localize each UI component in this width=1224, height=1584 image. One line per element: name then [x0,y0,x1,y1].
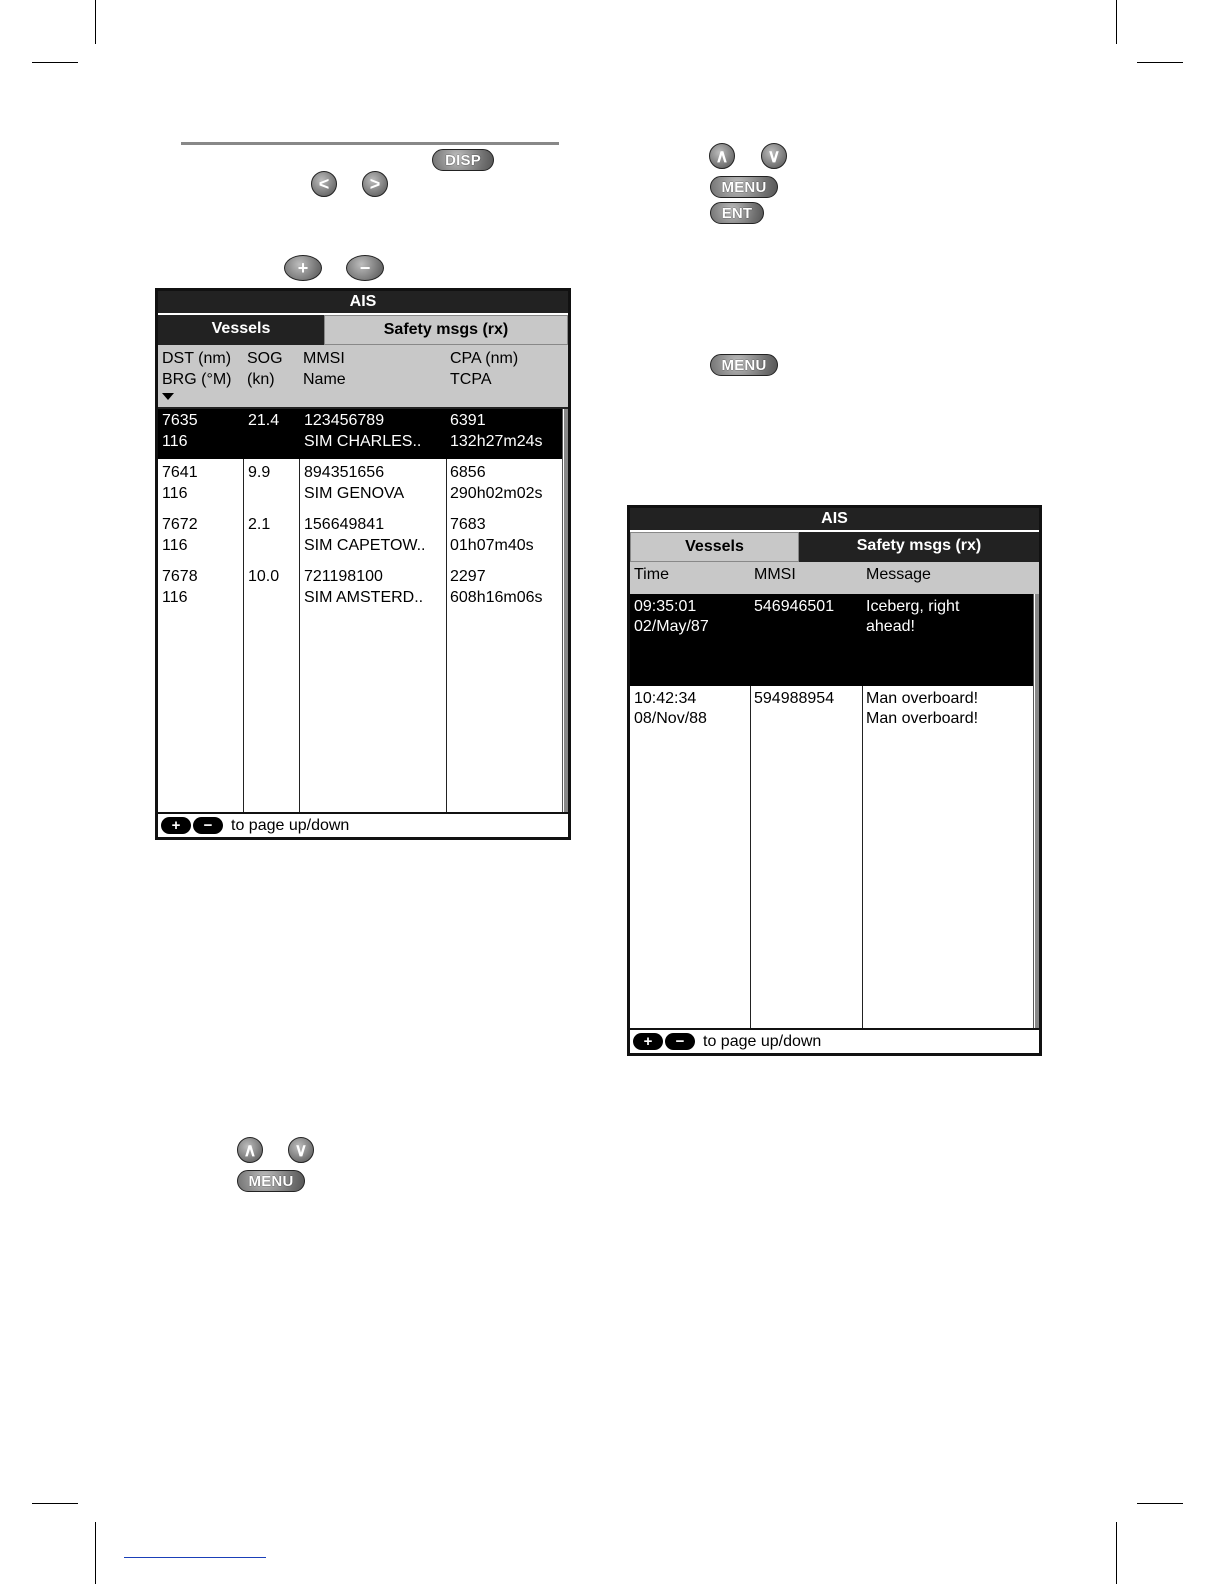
header-time: Time [634,566,669,583]
menu-key-icon: MENU [710,176,778,198]
brg: 116 [162,433,188,450]
left-arrow-key-icon: < [311,171,337,197]
msg-time: 09:35:01 [634,598,697,615]
sog: 10.0 [248,568,280,585]
header-brg: BRG (°M) [162,371,232,388]
header-cpa: CPA (nm) [450,350,519,367]
msg-mmsi: 594988954 [754,690,835,707]
cpa: 7683 [450,516,486,533]
vessel-name: SIM CAPETOW.. [304,537,426,554]
msg-date: 08/Nov/88 [634,710,707,727]
mmsi: 894351656 [304,464,385,481]
tab-vessels[interactable]: Vessels [630,532,799,562]
footer-text: to page up/down [703,1032,822,1050]
sog: 9.9 [248,464,271,481]
safety-msg-row[interactable] [630,594,1033,686]
plus-key-icon: + [284,255,322,281]
tcpa: 290h02m02s [450,485,543,502]
vessel-row[interactable] [158,513,562,563]
brg: 116 [162,537,188,554]
down-key-icon: ∨ [761,143,787,169]
up-key-icon: ∧ [237,1137,263,1163]
dst: 7635 [162,412,198,429]
msg-text-line1: Man overboard! [866,690,979,707]
cpa: 2297 [450,568,486,585]
vessel-name: SIM CHARLES.. [304,433,422,450]
page-hint-footer [158,812,568,837]
mmsi: 123456789 [304,412,385,429]
minus-key-icon: − [193,817,223,834]
crop-mark [1137,1503,1183,1504]
dst: 7678 [162,568,198,585]
dst: 7641 [162,464,198,481]
scrollbar-thumb[interactable] [1035,594,1039,1032]
dst: 7672 [162,516,198,533]
vessel-list [158,407,568,815]
mmsi: 721198100 [304,568,383,585]
menu-key-icon: MENU [710,354,778,376]
crop-mark [1116,1522,1117,1584]
brg: 116 [162,485,188,502]
crop-mark [32,62,78,63]
scrollbar-thumb[interactable] [564,409,568,815]
vessel-name: SIM AMSTERD.. [304,589,424,606]
section-rule [181,142,559,145]
column-headers [158,345,568,407]
header-message: Message [866,566,931,583]
crop-mark [95,1522,96,1584]
sort-arrow-icon[interactable] [162,393,174,400]
msg-text-line1: Iceberg, right [866,598,960,615]
sog: 21.4 [248,412,280,429]
header-tcpa: TCPA [450,371,492,388]
screen-title: AIS [158,291,568,313]
crop-mark [32,1503,78,1504]
safety-msg-list [630,594,1039,1032]
tab-safety-msgs[interactable]: Safety msgs (rx) [324,315,568,345]
crop-mark [1116,0,1117,44]
crop-mark [95,0,96,44]
header-mmsi: MMSI [303,350,345,367]
sog: 2.1 [248,516,271,533]
ent-key-icon: ENT [710,202,764,224]
tab-bar [630,530,1039,562]
ais-vessels-screen [155,288,571,840]
disp-key-icon: DISP [432,149,494,171]
minus-key-icon: − [665,1033,695,1050]
cpa: 6856 [450,464,486,481]
vessel-name: SIM GENOVA [304,485,405,502]
tcpa: 132h27m24s [450,433,543,450]
msg-text-line2: ahead! [866,618,915,635]
header-dst: DST (nm) [162,350,232,367]
scrollbar[interactable] [562,409,568,815]
header-name: Name [303,371,346,388]
down-key-icon: ∨ [288,1137,314,1163]
scrollbar[interactable] [1033,594,1039,1032]
msg-time: 10:42:34 [634,690,697,707]
msg-date: 02/May/87 [634,618,709,635]
link-underline[interactable] [124,1557,266,1558]
mmsi: 156649841 [304,516,385,533]
plus-key-icon: + [161,817,191,834]
column-headers [630,562,1039,594]
cpa: 6391 [450,412,486,429]
tcpa: 608h16m06s [450,589,543,606]
page-hint-footer [630,1028,1039,1053]
up-key-icon: ∧ [709,143,735,169]
tcpa: 01h07m40s [450,537,534,554]
screen-title: AIS [630,508,1039,530]
footer-text: to page up/down [231,816,350,834]
ais-safety-msgs-screen [627,505,1042,1056]
vessel-row[interactable] [158,565,562,615]
safety-msg-row[interactable] [630,686,1033,746]
plus-key-icon: + [633,1033,663,1050]
minus-key-icon: − [346,255,384,281]
menu-key-icon: MENU [237,1170,305,1192]
right-arrow-key-icon: > [362,171,388,197]
tab-vessels[interactable]: Vessels [158,315,324,345]
header-sog: SOG [247,350,283,367]
crop-mark [1137,62,1183,63]
header-mmsi: MMSI [754,566,796,583]
msg-mmsi: 546946501 [754,598,835,615]
header-kn: (kn) [247,371,275,388]
vessel-row[interactable] [158,461,562,511]
tab-safety-msgs[interactable]: Safety msgs (rx) [799,532,1039,562]
vessel-row[interactable] [158,409,562,459]
tab-bar [158,313,568,345]
msg-text-line2: Man overboard! [866,710,979,727]
brg: 116 [162,589,188,606]
